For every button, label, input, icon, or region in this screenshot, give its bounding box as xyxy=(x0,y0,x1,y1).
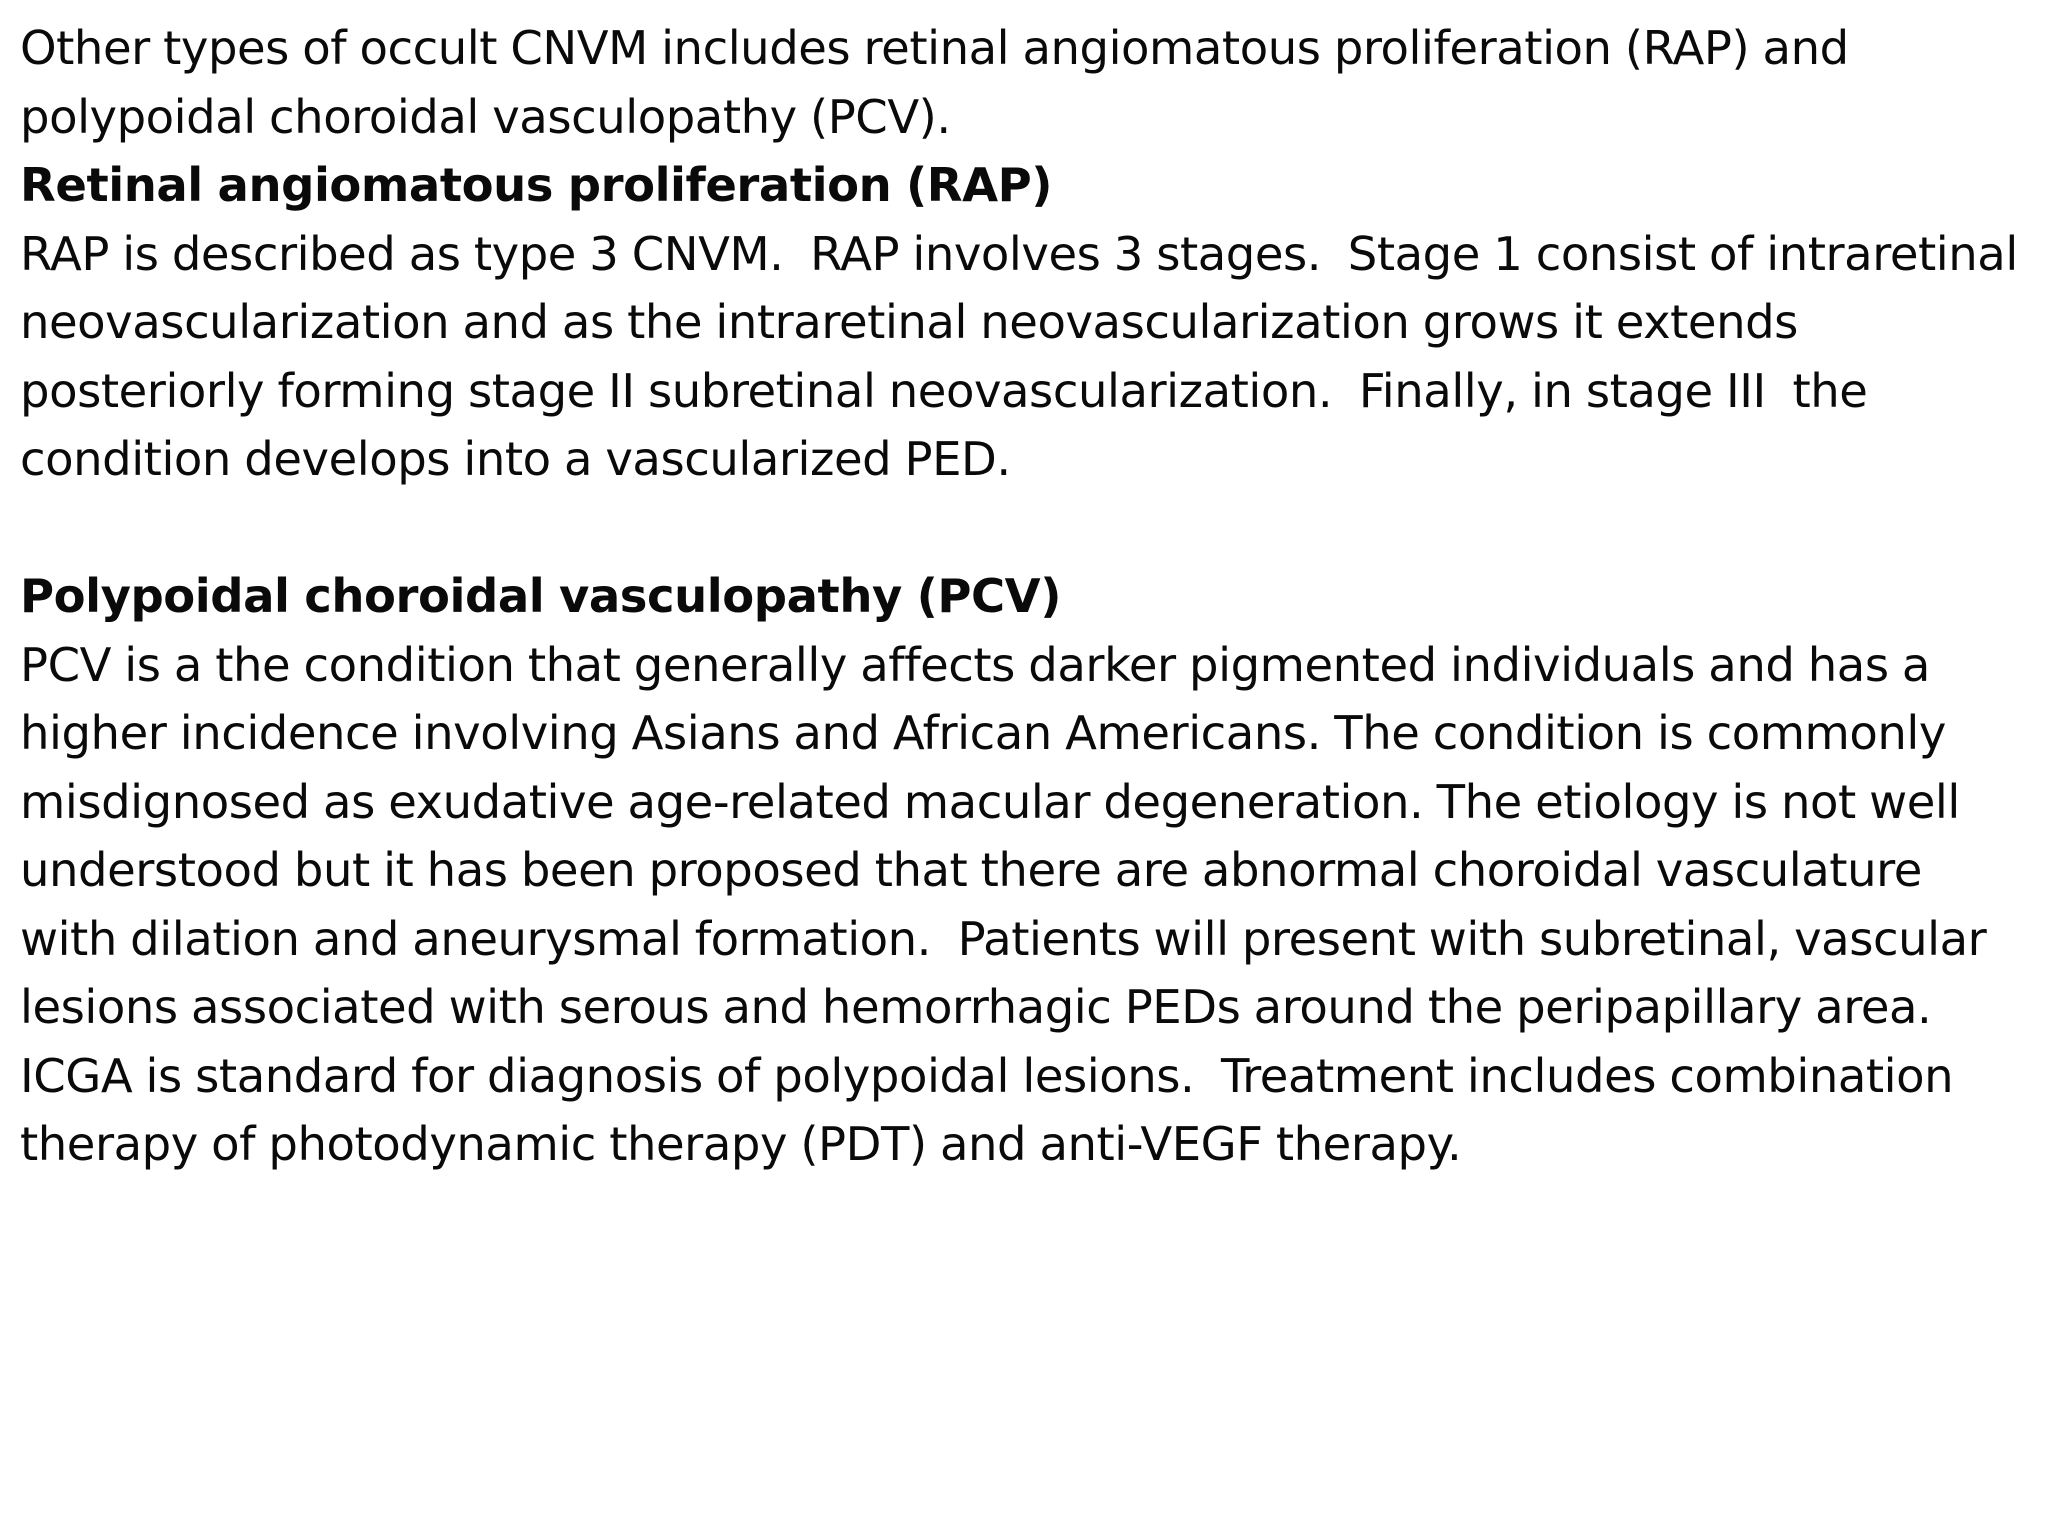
pcv-section xyxy=(20,562,2040,1179)
slide-body xyxy=(20,14,2040,1179)
intro-line: Other types of occult CNVM includes retinal angiomatous proliferation (RAP) and xyxy=(20,21,1849,75)
intro-paragraph xyxy=(20,14,2040,151)
rap-line: RAP is described as type 3 CNVM. RAP involves 3 stages. Stage 1 consist of intraretinal xyxy=(20,226,2018,281)
rap-line: condition develops into a vascularized PED. xyxy=(20,432,1011,486)
pcv-line: higher incidence involving Asians and African Americans. The condition is commonly xyxy=(20,706,1946,760)
pcv-line: PCV is a the condition that generally affects darker pigmented individuals and has a xyxy=(20,637,1930,692)
pcv-line: understood but it has been proposed that there are abnormal choroidal vasculature xyxy=(20,843,1922,897)
intro-line: polypoidal choroidal vasculopathy (PCV). xyxy=(20,89,951,144)
rap-line: neovascularization and as the intraretinal neovascularization grows it extends xyxy=(20,295,1798,349)
pcv-line: with dilation and aneurysmal formation. Patients will present with subretinal, vascular xyxy=(20,911,1987,966)
rap-line: posteriorly forming stage II subretinal neovascularization. Finally, in stage III the xyxy=(20,363,1868,418)
rap-heading: Retinal angiomatous proliferation (RAP) xyxy=(20,158,1053,212)
pcv-heading: Polypoidal choroidal vasculopathy (PCV) xyxy=(20,569,1062,623)
pcv-line: misdignosed as exudative age-related macular degeneration. The etiology is not well xyxy=(20,774,1960,829)
pcv-line: lesions associated with serous and hemorrhagic PEDs around the peripapillary area. xyxy=(20,980,1932,1034)
pcv-line: ICGA is standard for diagnosis of polypoidal lesions. Treatment includes combination xyxy=(20,1048,1954,1103)
pcv-line: therapy of photodynamic therapy (PDT) and anti-VEGF therapy. xyxy=(20,1117,1462,1171)
section-spacer xyxy=(20,494,2040,563)
rap-section xyxy=(20,151,2040,494)
